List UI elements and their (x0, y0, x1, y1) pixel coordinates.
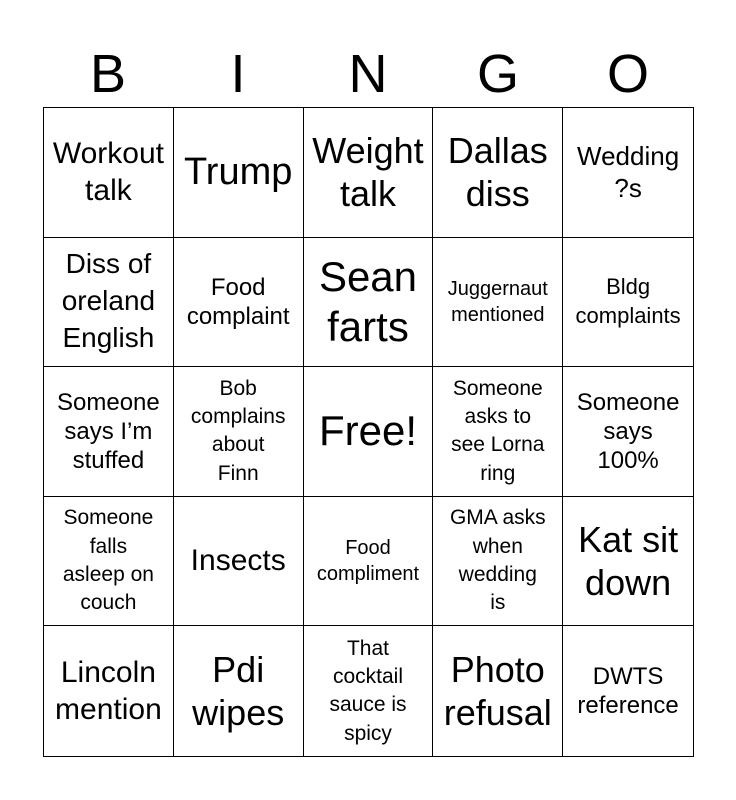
cell-label: Wedding ?s (577, 141, 680, 204)
cell-label: GMA asks when wedding is (449, 506, 546, 615)
cell-label: Juggernaut mentioned (447, 277, 548, 326)
bingo-card (43, 107, 694, 757)
bingo-cell[interactable] (433, 108, 563, 238)
cell-label: Someone says I’m stuffed (57, 388, 160, 475)
cell-label: Kat sit down (578, 518, 679, 604)
bingo-cell[interactable] (174, 238, 304, 368)
bingo-cell[interactable] (174, 367, 304, 497)
cell-label: That cocktail sauce is spicy (329, 636, 407, 745)
bingo-cell[interactable] (433, 497, 563, 627)
cell-label: Trump (184, 150, 293, 193)
bingo-cell[interactable] (433, 626, 563, 756)
bingo-cell[interactable] (44, 108, 174, 238)
bingo-cell[interactable] (304, 626, 434, 756)
bingo-header (43, 40, 693, 108)
header-letter-b: B (89, 44, 127, 104)
cell-label: Insects (190, 544, 286, 578)
header-letter-o: O (606, 44, 649, 104)
bingo-cell[interactable] (563, 367, 693, 497)
free-space[interactable] (304, 367, 434, 497)
bingo-cell[interactable] (304, 108, 434, 238)
cell-label: Bldg complaints (575, 274, 681, 328)
bingo-cell[interactable] (563, 626, 693, 756)
bingo-cell[interactable] (44, 626, 174, 756)
cell-label: Someone says 100% (576, 388, 680, 475)
bingo-cell[interactable] (174, 497, 304, 627)
bingo-cell[interactable] (174, 626, 304, 756)
bingo-cell[interactable] (44, 497, 174, 627)
cell-label: Food compliment (316, 537, 420, 586)
bingo-cell[interactable] (304, 238, 434, 368)
cell-label: Sean farts (318, 252, 418, 350)
bingo-cell[interactable] (433, 367, 563, 497)
cell-label: Weight talk (312, 130, 424, 215)
bingo-cell[interactable] (563, 238, 693, 368)
bingo-cell[interactable] (304, 497, 434, 627)
bingo-cell[interactable] (433, 238, 563, 368)
cell-label: Lincoln mention (55, 655, 162, 727)
bingo-cell[interactable] (44, 367, 174, 497)
cell-label: Photo refusal (443, 649, 552, 734)
header-letter-g: G (476, 44, 519, 104)
cell-label: Dallas diss (447, 130, 548, 215)
bingo-cell[interactable] (563, 108, 693, 238)
cell-label: Someone falls asleep on couch (62, 506, 154, 615)
cell-label: DWTS reference (577, 662, 679, 720)
cell-label: Pdi wipes (192, 649, 285, 734)
cell-label: Food complaint (186, 273, 290, 330)
bingo-cell[interactable] (44, 238, 174, 368)
cell-label: Someone asks to see Lorna ring (451, 376, 545, 485)
cell-label: Diss of oreland English (61, 248, 156, 354)
header-letter-n: N (348, 44, 388, 104)
bingo-cell[interactable] (563, 497, 693, 627)
bingo-cell[interactable] (174, 108, 304, 238)
header-letter-i: I (230, 44, 246, 104)
cell-label: Workout talk (52, 136, 164, 208)
cell-label: Free! (318, 407, 417, 455)
cell-label: Bob complains about Finn (190, 376, 286, 485)
